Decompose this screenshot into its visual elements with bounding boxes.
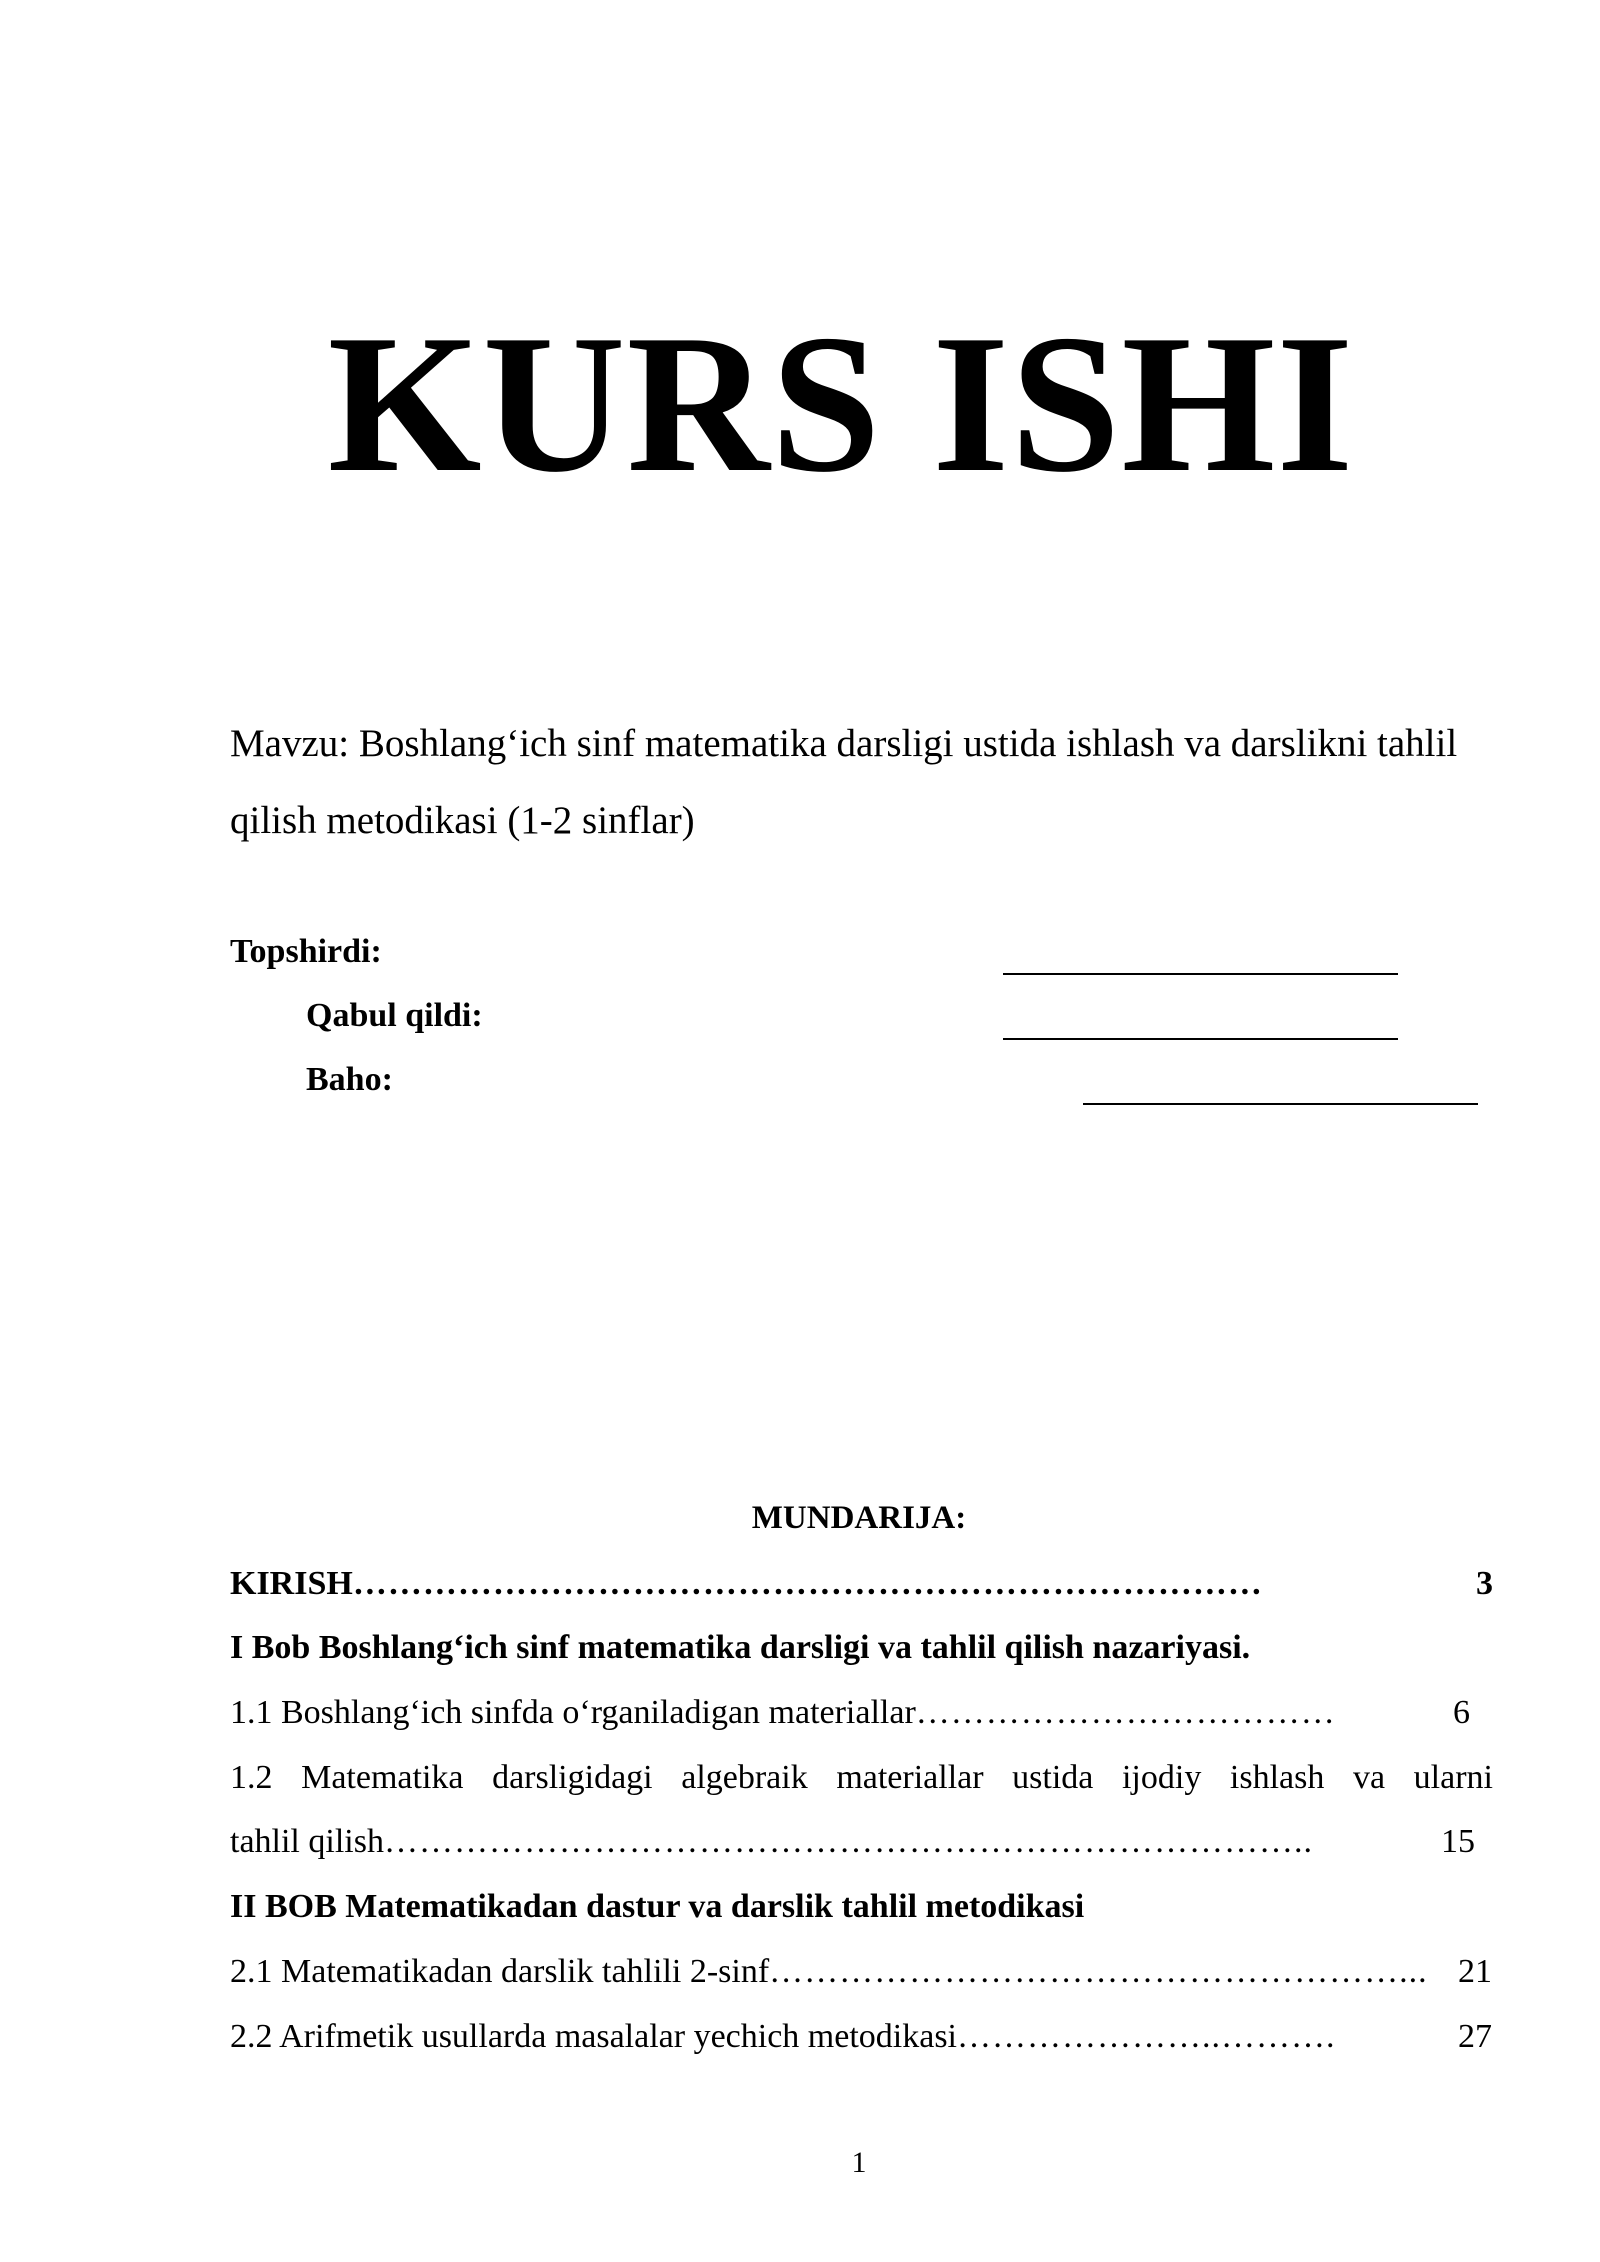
submitted-signature-line — [1003, 973, 1398, 975]
toc-leader-dots: …………………………………………………………………….. — [383, 1823, 1313, 1860]
toc-entry-page: 15 — [1441, 1823, 1475, 1860]
toc-leader-dots: ……………………………… — [915, 1694, 1336, 1731]
toc-entry-page: 27 — [1458, 2018, 1492, 2055]
toc-entry-label: KIRISH — [230, 1565, 353, 1602]
toc-entry-2-2 — [230, 2017, 1493, 2057]
toc-entry-2-1 — [230, 1952, 1493, 1992]
document-title: KURS ISHI — [327, 294, 1355, 513]
toc-entry-1-2-line2 — [230, 1822, 1493, 1862]
submitted-label: Topshirdi: — [230, 933, 382, 970]
grade-label: Baho: — [306, 1061, 393, 1098]
accepted-signature-line — [1003, 1038, 1398, 1040]
toc-entry-page: 3 — [1476, 1565, 1493, 1602]
grade-signature-line — [1083, 1103, 1478, 1105]
toc-entry-label: 2.2 Arifmetik usullarda masalalar yechich metodikasi — [230, 2018, 957, 2055]
topic-text: Mavzu: Boshlang‘ich sinf matematika darsligi ustida ishlash va darslikni tahlil qilish metodikasi (1-2 sinflar) — [230, 722, 1458, 842]
toc-chapter-1: I Bob Boshlang‘ich sinf matematika darsligi va tahlil qilish nazariyasi. — [230, 1629, 1251, 1666]
toc-entry-label: tahlil qilish — [230, 1823, 384, 1860]
toc-chapter-2: II BOB Matematikadan dastur va darslik tahlil metodikasi — [230, 1888, 1085, 1925]
page-number: 1 — [851, 2146, 867, 2179]
toc-entry-page: 6 — [1453, 1694, 1470, 1731]
toc-entry-label: 2.1 Matematikadan darslik tahlili 2-sinf — [230, 1953, 770, 1990]
accepted-label: Qabul qildi: — [306, 997, 483, 1034]
toc-entry-label: 1.1 Boshlang‘ich sinfda o‘rganiladigan materiallar — [230, 1694, 916, 1731]
toc-entry-page: 21 — [1458, 1953, 1492, 1990]
toc-title: MUNDARIJA: — [751, 1500, 967, 1536]
toc-leader-dots: …………………………………………………………………… — [352, 1565, 1263, 1602]
toc-leader-dots: ………………………………………………... — [769, 1953, 1428, 1990]
toc-entry-1-1 — [230, 1693, 1493, 1733]
toc-entry-intro — [230, 1564, 1493, 1604]
toc-leader-dots: …………………..………. — [957, 2018, 1336, 2055]
toc-entry-1-2-line1: 1.2 Matematika darsligidagi algebraik materiallar ustida ijodiy ishlash va ularni — [230, 1759, 1493, 1796]
